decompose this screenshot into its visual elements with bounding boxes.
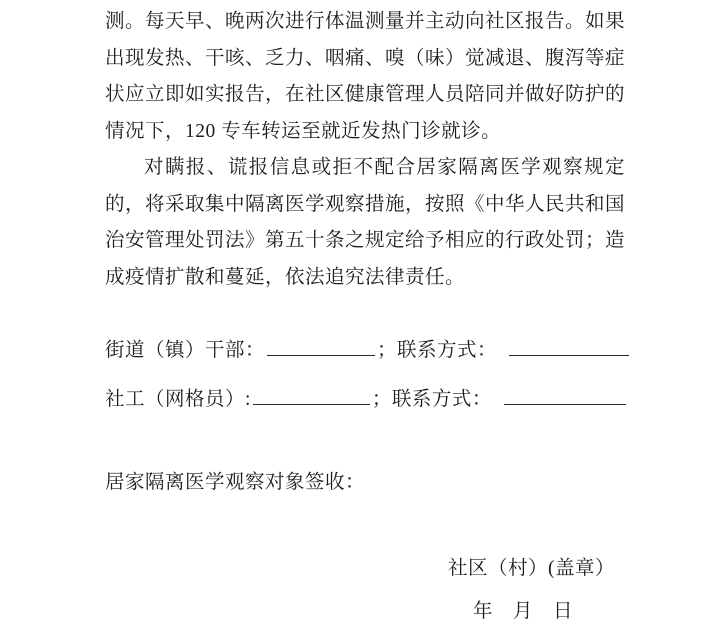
contact-form-section — [105, 338, 625, 412]
paragraph-penalty-clause: 对瞒报、谎报信息或拒不配合居家隔离医学观察规定的，将采取集中隔离医学观察措施，按照《中华人民共和国治安管理处罚法》第五十条之规定给予相应的行政处罚；造成疫情扩散和蔓延，依法追究法律责任。 — [105, 157, 626, 288]
street-cadre-line — [105, 338, 625, 363]
grid-worker-contact-label: ；联系方式： — [371, 389, 492, 410]
grid-worker-label: 社工（网格员）: — [105, 389, 251, 410]
grid-worker-contact-blank — [504, 387, 626, 405]
street-cadre-contact-label: ；联系方式： — [377, 340, 498, 361]
paragraph-health-monitoring: 测。每天早、晚两次进行体温测量并主动向社区报告。如果出现发热、干咳、乏力、咽痛、嗅（味）觉减退、腹泻等症状应立即如实报告，在社区健康管理人员陪同并做好防护的情况下，120 专车转运至就近发热门诊就诊。 — [105, 11, 626, 142]
street-cadre-contact-blank — [509, 338, 629, 356]
street-cadre-name-blank — [267, 338, 375, 356]
observation-subject-sign-label: 居家隔离医学观察对象签收： — [105, 472, 366, 493]
street-cadre-label: 街道（镇）干部： — [105, 340, 266, 361]
date-line: 年 月 日 — [472, 601, 573, 622]
grid-worker-name-blank — [253, 387, 370, 405]
grid-worker-line — [105, 387, 625, 412]
community-stamp-label: 社区（村）(盖章） — [448, 558, 615, 579]
